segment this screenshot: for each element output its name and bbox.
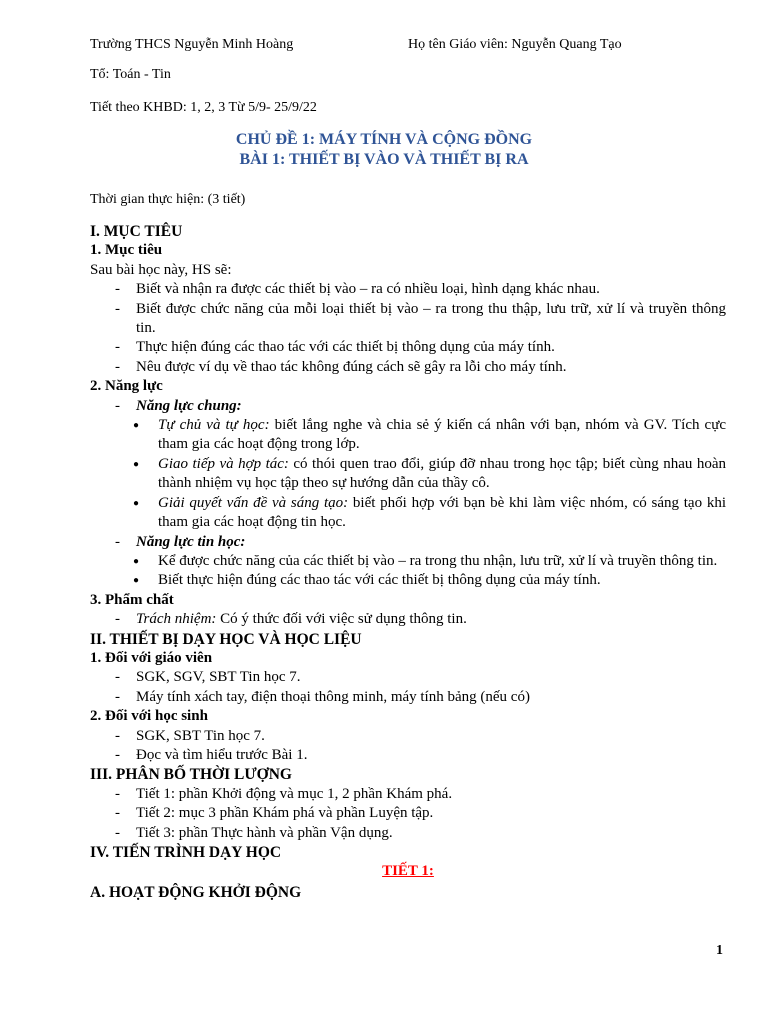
- teacher-materials-subheading: 1. Đối với giáo viên: [90, 649, 213, 666]
- student-materials-subheading: 2. Đối với học sinh: [90, 708, 208, 725]
- list-item: - Biết và nhận ra được các thiết bị vào – ra có nhiều loại, hình dạng khác nhau.: [90, 280, 726, 299]
- item-text: biết lắng nghe và chia sẻ ý kiến cá nhân với bạn, nhóm và GV. Tích cực tham gia các hoạt động trong lớp.: [158, 417, 727, 453]
- teacher-materials-list: [90, 668, 726, 707]
- objectives-subheading: 1. Mục tiêu: [90, 242, 163, 259]
- list-item: - Tiết 2: mục 3 phần Khám phá và phần Luyện tập.: [90, 804, 726, 823]
- list-item: - SGK, SBT Tin học 7.: [90, 727, 726, 746]
- section-objectives-heading: I. MỤC TIÊU: [90, 223, 183, 240]
- department: Tổ: Toán - Tin: [90, 67, 171, 82]
- period-1-label: TIẾT 1:: [382, 863, 434, 880]
- lesson-title: BÀI 1: THIẾT BỊ VÀO VÀ THIẾT BỊ RA: [239, 151, 529, 168]
- it-competency: [90, 533, 726, 552]
- objectives-list: [90, 280, 726, 377]
- list-item: [90, 397, 726, 416]
- list-item: - SGK, SGV, SBT Tin học 7.: [90, 668, 726, 687]
- warmup-activity-heading: A. HOẠT ĐỘNG KHỞI ĐỘNG: [90, 883, 302, 901]
- teacher-name: Họ tên Giáo viên: Nguyễn Quang Tạo: [408, 37, 622, 52]
- list-item: - Tiết 3: phần Thực hành và phần Vận dụng.: [90, 824, 726, 843]
- list-item: - Máy tính xách tay, điện thoại thông minh, máy tính bảng (nếu có): [90, 688, 726, 707]
- quality-subheading: 3. Phẩm chất: [90, 591, 174, 608]
- item-text: Có ý thức đối với việc sử dụng thông tin.: [216, 611, 467, 628]
- list-item: ● Kể được chức năng của các thiết bị vào – ra trong thu nhận, lưu trữ, xử lí và truyền thông tin.: [90, 552, 726, 571]
- item-label: Trách nhiệm:: [136, 611, 217, 628]
- list-item: ● Biết thực hiện đúng các thao tác với các thiết bị thông dụng của máy tính.: [90, 571, 726, 590]
- section-materials-heading: II. THIẾT BỊ DẠY HỌC VÀ HỌC LIỆU: [90, 630, 362, 648]
- list-item: - Tiết 1: phần Khởi động và mục 1, 2 phần Khám phá.: [90, 785, 726, 804]
- section-process-heading: IV. TIẾN TRÌNH DẠY HỌC: [90, 844, 282, 861]
- item-text: biết phối hợp với bạn bè khi làm việc nhóm, có sáng tạo khi tham gia các hoạt động tin học.: [158, 494, 726, 531]
- item-text: có thói quen trao đổi, giúp đỡ nhau trong học tập; biết cùng nhau hoàn thành nhiệm vụ học tập theo sự hướng dẫn của thầy cô.: [158, 455, 726, 492]
- student-materials-list: [90, 727, 726, 766]
- it-competency-list: [90, 552, 726, 591]
- duration: Thời gian thực hiện: (3 tiết): [90, 192, 246, 207]
- list-item: - Nêu được ví dụ về thao tác không đúng cách sẽ gây ra lỗi cho máy tính.: [90, 358, 726, 377]
- competency-subheading: 2. Năng lực: [90, 378, 163, 395]
- list-item: - Thực hiện đúng các thao tác với các thiết bị thông dụng của máy tính.: [90, 338, 726, 357]
- competency-list: [90, 397, 726, 416]
- objectives-intro: Sau bài học này, HS sẽ:: [90, 261, 232, 278]
- item-label: Giao tiếp và hợp tác:: [158, 455, 289, 472]
- school-name: Trường THCS Nguyễn Minh Hoàng: [90, 37, 294, 52]
- list-item: [90, 610, 726, 629]
- section-schedule-heading: III. PHÂN BỐ THỜI LƯỢNG: [90, 766, 292, 784]
- list-item: - Biết được chức năng của mỗi loại thiết bị vào – ra trong thu thập, lưu trữ, xử lí và truyền thông tin.: [90, 300, 726, 339]
- it-competency-label: Năng lực tin học:: [136, 533, 246, 550]
- list-item: [90, 494, 726, 533]
- general-competency-label: Năng lực chung:: [136, 397, 242, 414]
- topic-title: CHỦ ĐỀ 1: MÁY TÍNH VÀ CỘNG ĐỒNG: [235, 131, 533, 148]
- list-item: - Đọc và tìm hiểu trước Bài 1.: [90, 746, 726, 765]
- list-item: [90, 455, 726, 494]
- page-number: 1: [716, 943, 723, 958]
- period-range: Tiết theo KHBD: 1, 2, 3 Từ 5/9- 25/9/22: [90, 100, 317, 115]
- list-item: [90, 416, 726, 455]
- item-label: Tự chủ và tự học:: [158, 417, 270, 434]
- item-label: Giải quyết vấn đề và sáng tạo:: [158, 494, 349, 511]
- schedule-list: [90, 785, 726, 843]
- general-competency-list: [90, 416, 726, 532]
- list-item: [90, 533, 726, 552]
- quality-list: [90, 610, 726, 629]
- document-body: [90, 222, 726, 902]
